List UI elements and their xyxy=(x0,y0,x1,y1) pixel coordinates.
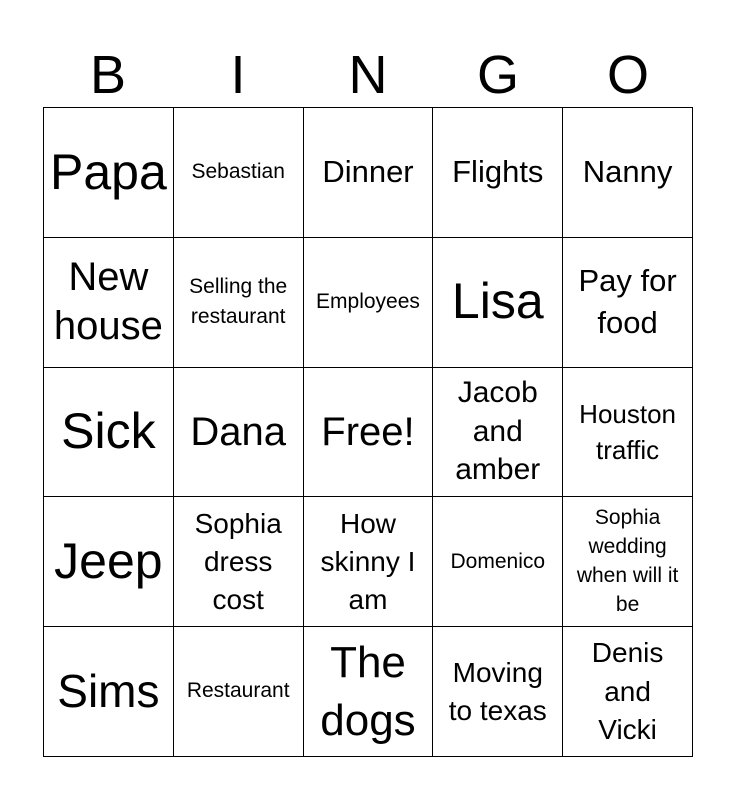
bingo-cell[interactable] xyxy=(433,368,563,498)
bingo-cell[interactable] xyxy=(563,108,693,238)
cell-text: Pay for food xyxy=(578,263,677,341)
bingo-cell[interactable] xyxy=(433,627,563,757)
bingo-cell[interactable] xyxy=(174,497,304,627)
cell-text: Houston traffic xyxy=(579,398,677,465)
cell-text: New house xyxy=(53,255,163,349)
cell-text: Employees xyxy=(316,289,420,313)
bingo-cell[interactable] xyxy=(433,108,563,238)
cell-text: Denis and Vicki xyxy=(591,637,664,745)
header-letter-o: O xyxy=(606,45,649,105)
bingo-card-grid xyxy=(43,107,693,757)
cell-text: Dana xyxy=(190,409,286,454)
bingo-cell[interactable] xyxy=(304,497,434,627)
bingo-cell[interactable] xyxy=(44,368,174,498)
bingo-cell[interactable] xyxy=(44,238,174,368)
cell-text: Jacob and amber xyxy=(455,376,541,487)
cell-text: Sophia wedding when will it be xyxy=(576,505,679,616)
header-letter-g: G xyxy=(476,45,519,105)
cell-text: Lisa xyxy=(451,273,544,330)
bingo-cell[interactable] xyxy=(563,627,693,757)
bingo-cell[interactable] xyxy=(174,238,304,368)
cell-text: Papa xyxy=(50,143,167,200)
bingo-cell[interactable] xyxy=(174,627,304,757)
bingo-cell[interactable] xyxy=(44,627,174,757)
cell-text: Restaurant xyxy=(186,679,290,703)
cell-text: Sophia dress cost xyxy=(194,507,282,615)
cell-text: The dogs xyxy=(320,638,416,745)
bingo-header xyxy=(43,44,693,106)
cell-text: Dinner xyxy=(322,154,414,190)
bingo-cell[interactable] xyxy=(304,368,434,498)
bingo-cell[interactable] xyxy=(304,238,434,368)
bingo-cell[interactable] xyxy=(563,238,693,368)
cell-text: Domenico xyxy=(450,549,546,573)
bingo-cell[interactable] xyxy=(304,108,434,238)
header-letter-n: N xyxy=(348,45,388,105)
header-letter-i: I xyxy=(230,45,246,105)
bingo-cell[interactable] xyxy=(174,108,304,238)
bingo-cell[interactable] xyxy=(563,497,693,627)
bingo-cell[interactable] xyxy=(44,497,174,627)
cell-text: Jeep xyxy=(54,533,163,590)
bingo-cell[interactable] xyxy=(174,368,304,498)
cell-text: Nanny xyxy=(582,154,673,190)
cell-text: Moving to texas xyxy=(448,656,547,726)
bingo-cell[interactable] xyxy=(563,368,693,498)
bingo-cell[interactable] xyxy=(44,108,174,238)
cell-text: Free! xyxy=(321,409,415,454)
bingo-cell[interactable] xyxy=(433,497,563,627)
cell-text: How skinny I am xyxy=(320,507,416,615)
bingo-cell[interactable] xyxy=(304,627,434,757)
cell-text: Flights xyxy=(452,154,544,190)
cell-text: Sick xyxy=(61,403,156,460)
header-letter-b: B xyxy=(89,45,127,105)
bingo-cell[interactable] xyxy=(433,238,563,368)
cell-text: Sims xyxy=(57,665,160,718)
cell-text: Selling the restaurant xyxy=(189,274,288,329)
cell-text: Sebastian xyxy=(191,160,285,184)
